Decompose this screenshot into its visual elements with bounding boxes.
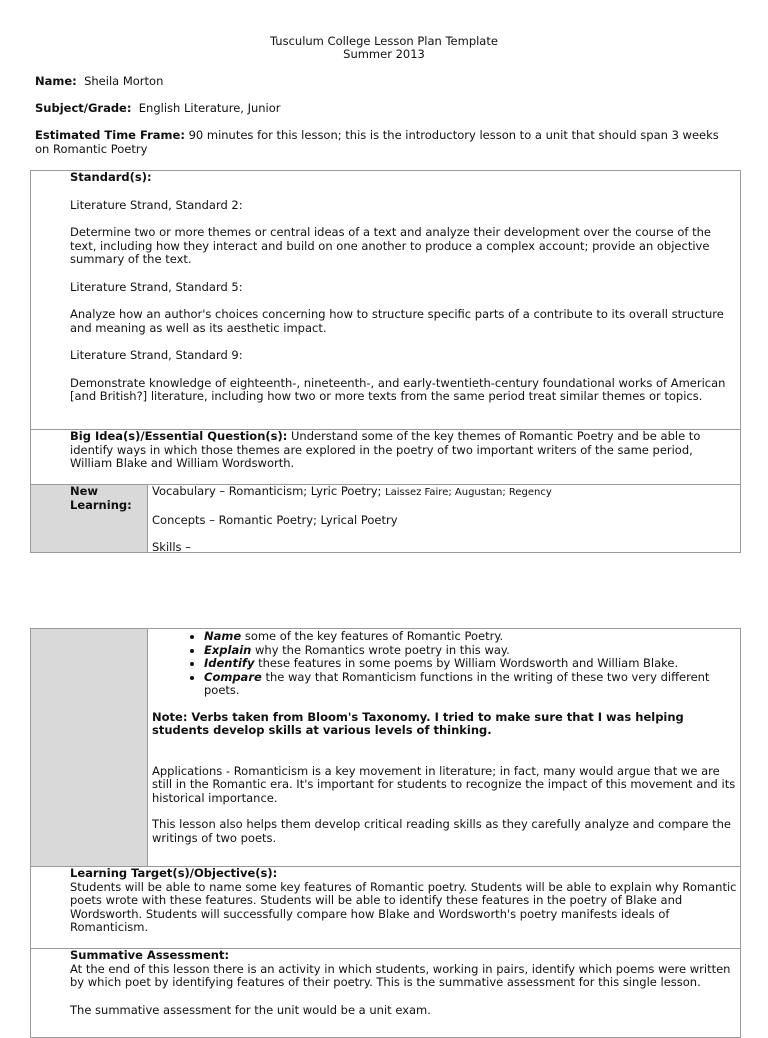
time-frame-value: 90 minutes for this lesson; this is the introductory lesson to a unit that should span 3 weeks on Romantic Poetry bbox=[35, 128, 719, 156]
big-idea-text: Understand some of the key themes of Romantic Poetry and be able to identify ways in which those themes are explored in the poetry of two important writers of the same period, William Blake and William Wordsworth. bbox=[70, 429, 701, 470]
standard-9-text: Demonstrate knowledge of eighteenth-, nineteenth-, and early-twentieth-century foundational works of American [and British?] literature, including how two or more texts from the same period treat similar themes or topics. bbox=[70, 375, 726, 403]
summative-text: At the end of this lesson there is an activity in which students, working in pairs, identify which poems were written by which poet by identifying features of their poetry. This is the summative assessment for this single lesson. bbox=[70, 961, 731, 989]
standard-2-title: Literature Strand, Standard 2: bbox=[70, 197, 243, 212]
learning-target-box bbox=[30, 866, 741, 949]
subject-value: English Literature, Junior bbox=[138, 101, 281, 115]
standard-5-title: Literature Strand, Standard 5: bbox=[70, 279, 243, 294]
big-idea-paragraph bbox=[70, 430, 735, 471]
new-learning-box bbox=[30, 484, 741, 553]
summative-heading: Summative Assessment: bbox=[70, 948, 230, 962]
new-learning-label-cell bbox=[31, 485, 147, 552]
objectives-gray-cell bbox=[31, 629, 147, 866]
document-term: Summer 2013 bbox=[343, 47, 425, 61]
subject-label: Subject/Grade: bbox=[35, 101, 132, 115]
column-divider bbox=[147, 485, 148, 552]
vocabulary-extra-terms: Laissez Faire; Augustan; Regency bbox=[385, 487, 552, 498]
name-value: Sheila Morton bbox=[84, 74, 164, 88]
list-item: • Compare the way that Romanticism functions in the writing of these two very different poets. bbox=[204, 671, 737, 698]
name-label: Name: bbox=[35, 74, 77, 88]
standard-5-text: Analyze how an author's choices concerning how to structure specific parts of a contribute to its overall structure and meaning as well as its aesthetic impact. bbox=[70, 307, 724, 335]
vocabulary-line bbox=[152, 485, 732, 500]
column-divider bbox=[147, 629, 148, 866]
big-idea-label: Big Idea(s)/Essential Question(s): bbox=[70, 429, 288, 443]
subject-line bbox=[35, 102, 735, 116]
applications-paragraph: Applications - Romanticism is a key movement in literature; in fact, many would argue that we are still in the Romantic era. It's important for students to recognize the impact of this movement and its historical importance. bbox=[152, 763, 736, 805]
skills-line: Skills – bbox=[152, 540, 191, 554]
new-learning-label: New Learning: bbox=[70, 484, 132, 512]
vocabulary-text: Vocabulary – Romanticism; Lyric Poetry; bbox=[152, 484, 382, 498]
concepts-line: Concepts – Romantic Poetry; Lyrical Poetry bbox=[152, 512, 398, 527]
standard-2-text: Determine two or more themes or central ideas of a text and analyze their development over the course of the text, including how they interact and build on one another to produce a complex account; provide an objective summary of the text. bbox=[70, 225, 711, 266]
summative-text-2: The summative assessment for the unit would be a unit exam. bbox=[70, 1002, 431, 1017]
list-item: • Name some of the key features of Romantic Poetry. bbox=[204, 630, 737, 644]
time-frame-label: Estimated Time Frame: bbox=[35, 128, 185, 142]
summative-assessment-box bbox=[30, 948, 741, 1038]
learning-target-text: Students will be able to name some key features of Romantic poetry. Students will be able to explain why Romantic poets wrote with these features. Students will be able to identify these features in the poetry of Blake and Wordsworth. Students will successfully compare how Blake and Wordsworth's poetry manifests ideals of Romanticism. bbox=[70, 879, 737, 934]
list-item: • Identify these features in some poems by William Wordsworth and William Blake. bbox=[204, 657, 737, 671]
standards-heading: Standard(s): bbox=[70, 170, 152, 184]
objectives-box bbox=[30, 628, 741, 867]
big-idea-box bbox=[30, 429, 741, 485]
applications-paragraph-2: This lesson also helps them develop critical reading skills as they carefully analyze and compare the writings of two poets. bbox=[152, 817, 731, 845]
document-title: Tusculum College Lesson Plan Template bbox=[270, 34, 498, 48]
objectives-list bbox=[152, 630, 737, 698]
learning-target-heading: Learning Target(s)/Objective(s): bbox=[70, 866, 278, 880]
list-item: • Explain why the Romantics wrote poetry in this way. bbox=[204, 644, 737, 658]
blooms-note: Note: Verbs taken from Bloom's Taxonomy. I tried to make sure that I was helping students develop skills at various levels of thinking. bbox=[152, 709, 684, 737]
standard-9-title: Literature Strand, Standard 9: bbox=[70, 348, 243, 362]
standards-box bbox=[30, 170, 741, 430]
name-line bbox=[35, 75, 735, 89]
time-frame-line bbox=[35, 129, 735, 156]
